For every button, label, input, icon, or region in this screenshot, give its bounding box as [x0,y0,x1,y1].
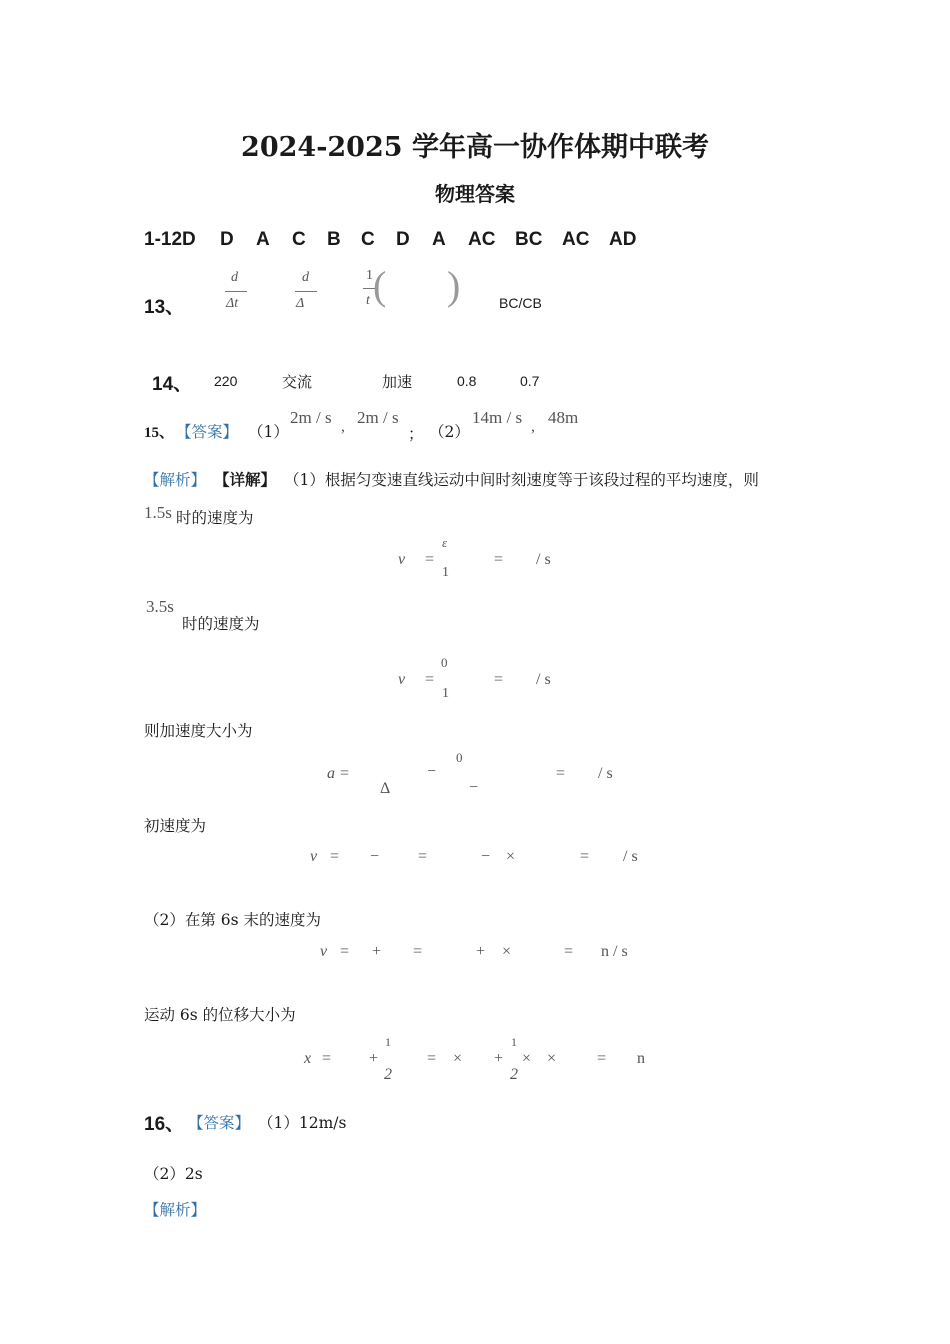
eq6-half-den: 2 [510,1066,518,1083]
q15-disp-text: 运动 6s 的位移大小为 [144,1006,296,1024]
q15-sep: , [531,418,535,435]
choice-answer: AD [609,229,637,250]
eq4-op: − [370,848,380,865]
q13-frac2-num: d [302,270,309,285]
q15-time1-text: 时的速度为 [176,509,254,527]
choice-answer: C [292,229,306,250]
q15-answer-tag: 【答案】 [176,423,239,441]
q14-item: 加速 [382,373,413,391]
eq1-op: = [494,551,504,568]
q13-frac2-den: Δ [296,296,305,311]
eq2-op: = [494,671,504,688]
eq6-half-den: 2 [384,1066,392,1083]
q13-frac1-num: d [231,270,238,285]
eq5-op: = [564,943,574,960]
q16-answer-tag: 【答案】 [188,1114,251,1132]
eq2-symbol: v [398,671,406,688]
eq3-unit: / s [598,765,613,782]
eq6-op: = [427,1050,437,1067]
q15-v1: 2m / s [290,408,332,427]
eq3-den: Δ [380,780,391,797]
q13-frac3-den: t [366,293,370,308]
eq4-op: = [580,848,590,865]
q13-answer: BC/CB [499,295,542,311]
eq6-op: = [322,1050,332,1067]
eq4-symbol: v [310,848,318,865]
q13-frac1-den: Δt [226,296,239,311]
q15-number: 15、 [144,425,175,441]
eq4-op: × [506,848,516,865]
q13-frac2-line [295,291,317,292]
choice-answer: BC [515,229,543,250]
eq3-num: 0 [456,750,463,765]
eq3-op: = [556,765,566,782]
eq6-op: × [547,1050,557,1067]
eq1-op: = [425,551,435,568]
q15-part1: （1） [248,423,289,441]
eq2-op: = [425,671,435,688]
eq6-half-num: 1 [511,1035,517,1049]
q16-analysis-tag: 【解析】 [144,1201,207,1219]
q15-init-text: 初速度为 [144,817,207,835]
eq6-op: × [522,1050,532,1067]
eq6-op: = [597,1050,607,1067]
eq5-unit: n / s [601,943,628,960]
q15-detail-tag: 【详解】 [214,470,277,489]
q13-frac3-num: 1 [366,268,373,283]
eq1-unit: / s [536,551,551,568]
q15-time1: 1.5s [144,503,172,522]
eq6-op: + [369,1050,379,1067]
eq5-op: + [372,943,382,960]
choice-answer: A [432,229,446,250]
q15-sep: , [341,418,345,435]
choice-answer: C [361,229,375,250]
q14-item: 0.7 [520,373,540,389]
eq5-op: + [476,943,486,960]
q15-v2: 2m / s [357,408,399,427]
eq2-den: 1 [442,686,449,701]
q13-frac1-line [225,291,247,292]
eq5-op: = [340,943,350,960]
q15-analysis-tag: 【解析】 [144,471,207,489]
eq5-op: × [502,943,512,960]
eq1-den: 1 [442,565,449,580]
eq5-symbol: v [320,943,328,960]
choice-label: 1-12D [144,229,196,250]
q16-part1: （1）12m/s [258,1114,347,1132]
q15-time2-text: 时的速度为 [182,615,260,633]
eq3-op: − [427,763,437,780]
choice-answer: D [220,229,234,250]
q16-number: 16、 [144,1114,185,1135]
choice-answer: A [256,229,270,250]
choice-answer: AC [468,229,496,250]
eq2-num: 0 [441,655,448,670]
eq1-symbol: v [398,551,406,568]
eq6-op: + [494,1050,504,1067]
choice-answer: D [396,229,410,250]
q14-item: 0.8 [457,373,477,389]
q14-item: 220 [214,373,238,389]
page-subtitle: 物理答案 [435,182,515,206]
eq3-symbol: a = [327,765,350,782]
q15-part2: （2） [429,423,470,441]
q16-part2: （2）2s [144,1165,203,1183]
page-title: 2024-2025 学年高一协作体期中联考 [241,132,709,163]
q14-item: 交流 [282,373,313,391]
q15-part2-text: （2）在第 6s 末的速度为 [144,911,322,929]
eq4-unit: / s [623,848,638,865]
q15-paragraph: （1）根据匀变速直线运动中间时刻速度等于该段过程的平均速度，则 [284,471,759,489]
eq3-op: − [469,779,479,796]
eq5-op: = [413,943,423,960]
q15-v3: 14m / s [472,408,523,427]
eq6-unit: n [637,1050,645,1067]
left-paren-icon: ( [373,263,387,308]
q15-time2: 3.5s [146,597,174,616]
choice-answer: B [327,229,341,250]
q15-x: 48m [548,408,579,427]
eq4-op: = [330,848,340,865]
eq4-op: − [481,848,491,865]
q15-semicolon: ； [408,425,424,443]
q15-accel-text: 则加速度大小为 [144,722,253,740]
right-paren-icon: ) [447,263,461,308]
q13-number: 13、 [144,297,185,318]
eq2-unit: / s [536,671,551,688]
eq1-num: ε [442,535,448,550]
eq6-symbol: x [304,1050,312,1067]
eq6-half-num: 1 [385,1035,391,1049]
q14-number: 14、 [152,374,193,395]
eq4-op: = [418,848,428,865]
choice-answer: AC [562,229,590,250]
eq6-op: × [453,1050,463,1067]
